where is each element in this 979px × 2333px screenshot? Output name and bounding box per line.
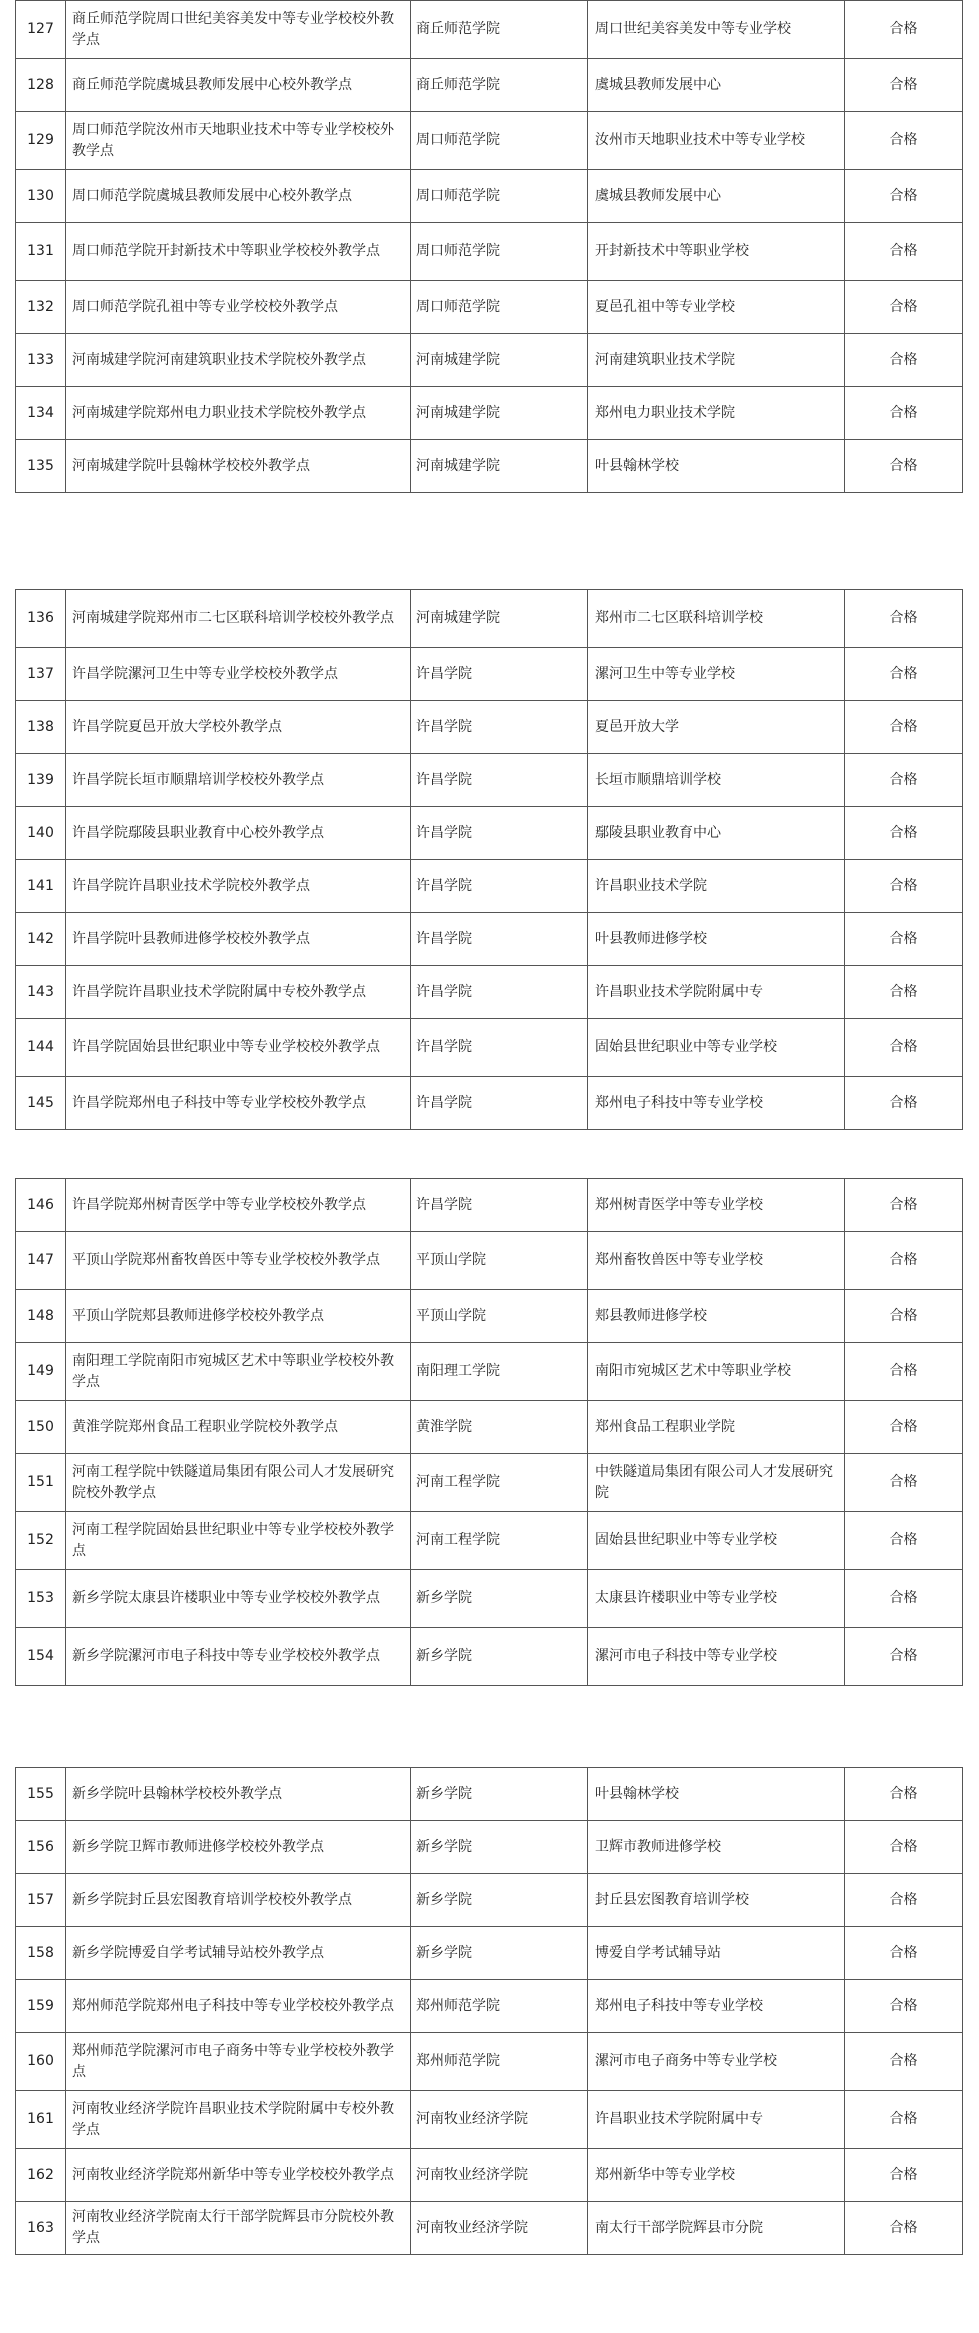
partner-institution: 封丘县宏图教育培训学校 [588,1874,845,1927]
partner-institution: 博爱自学考试辅导站 [588,1927,845,1980]
university-name: 河南城建学院 [411,334,588,387]
results-table-block-3 [15,1178,963,1686]
table-row [16,170,963,223]
partner-institution: 虞城县教师发展中心 [588,170,845,223]
result-status: 合格 [845,1,963,59]
partner-institution: 叶县教师进修学校 [588,913,845,966]
result-status: 合格 [845,2033,963,2091]
table-row [16,387,963,440]
partner-institution: 卫辉市教师进修学校 [588,1821,845,1874]
result-status: 合格 [845,334,963,387]
university-name: 商丘师范学院 [411,59,588,112]
teaching-point-name: 河南工程学院固始县世纪职业中等专业学校校外教学点 [66,1512,411,1570]
teaching-point-name: 许昌学院郑州树青医学中等专业学校校外教学点 [66,1179,411,1232]
row-number: 134 [16,387,66,440]
table-row [16,1077,963,1130]
partner-institution: 虞城县教师发展中心 [588,59,845,112]
row-number: 156 [16,1821,66,1874]
table-row [16,2091,963,2149]
university-name: 许昌学院 [411,1179,588,1232]
teaching-point-name: 许昌学院鄢陵县职业教育中心校外教学点 [66,807,411,860]
table-row [16,2202,963,2255]
result-status: 合格 [845,112,963,170]
table-row [16,754,963,807]
teaching-point-name: 河南牧业经济学院南太行干部学院辉县市分院校外教学点 [66,2202,411,2255]
partner-institution: 周口世纪美容美发中等专业学校 [588,1,845,59]
university-name: 许昌学院 [411,648,588,701]
teaching-point-name: 郑州师范学院郑州电子科技中等专业学校校外教学点 [66,1980,411,2033]
result-status: 合格 [845,1401,963,1454]
university-name: 南阳理工学院 [411,1343,588,1401]
result-status: 合格 [845,281,963,334]
row-number: 132 [16,281,66,334]
university-name: 新乡学院 [411,1628,588,1686]
table-row [16,1401,963,1454]
row-number: 153 [16,1570,66,1628]
teaching-point-name: 平顶山学院郑州畜牧兽医中等专业学校校外教学点 [66,1232,411,1290]
teaching-point-name: 商丘师范学院虞城县教师发展中心校外教学点 [66,59,411,112]
table-row [16,807,963,860]
row-number: 154 [16,1628,66,1686]
university-name: 商丘师范学院 [411,1,588,59]
table-row [16,648,963,701]
university-name: 河南牧业经济学院 [411,2202,588,2255]
partner-institution: 太康县许楼职业中等专业学校 [588,1570,845,1628]
university-name: 黄淮学院 [411,1401,588,1454]
table-row [16,1454,963,1512]
partner-institution: 郑州电子科技中等专业学校 [588,1077,845,1130]
results-table-block-4 [15,1767,963,2255]
teaching-point-name: 河南城建学院叶县翰林学校校外教学点 [66,440,411,493]
table-row [16,334,963,387]
teaching-point-name: 许昌学院长垣市顺鼎培训学校校外教学点 [66,754,411,807]
university-name: 周口师范学院 [411,170,588,223]
teaching-point-name: 周口师范学院虞城县教师发展中心校外教学点 [66,170,411,223]
university-name: 河南工程学院 [411,1454,588,1512]
row-number: 136 [16,590,66,648]
university-name: 许昌学院 [411,966,588,1019]
partner-institution: 漯河市电子商务中等专业学校 [588,2033,845,2091]
row-number: 152 [16,1512,66,1570]
partner-institution: 鄢陵县职业教育中心 [588,807,845,860]
partner-institution: 长垣市顺鼎培训学校 [588,754,845,807]
result-status: 合格 [845,1980,963,2033]
row-number: 159 [16,1980,66,2033]
result-status: 合格 [845,170,963,223]
teaching-point-name: 河南牧业经济学院许昌职业技术学院附属中专校外教学点 [66,2091,411,2149]
row-number: 129 [16,112,66,170]
partner-institution: 固始县世纪职业中等专业学校 [588,1512,845,1570]
partner-institution: 南阳市宛城区艺术中等职业学校 [588,1343,845,1401]
result-status: 合格 [845,648,963,701]
row-number: 148 [16,1290,66,1343]
row-number: 150 [16,1401,66,1454]
partner-institution: 郑州畜牧兽医中等专业学校 [588,1232,845,1290]
teaching-point-name: 新乡学院叶县翰林学校校外教学点 [66,1768,411,1821]
table-row [16,440,963,493]
partner-institution: 中铁隧道局集团有限公司人才发展研究院 [588,1454,845,1512]
teaching-point-name: 河南牧业经济学院郑州新华中等专业学校校外教学点 [66,2149,411,2202]
teaching-point-name: 新乡学院博爱自学考试辅导站校外教学点 [66,1927,411,1980]
result-status: 合格 [845,1512,963,1570]
row-number: 163 [16,2202,66,2255]
university-name: 新乡学院 [411,1570,588,1628]
row-number: 141 [16,860,66,913]
result-status: 合格 [845,1077,963,1130]
partner-institution: 叶县翰林学校 [588,440,845,493]
partner-institution: 南太行干部学院辉县市分院 [588,2202,845,2255]
row-number: 146 [16,1179,66,1232]
partner-institution: 郑州树青医学中等专业学校 [588,1179,845,1232]
result-status: 合格 [845,966,963,1019]
result-status: 合格 [845,1454,963,1512]
row-number: 135 [16,440,66,493]
table-row [16,223,963,281]
row-number: 149 [16,1343,66,1401]
university-name: 新乡学院 [411,1927,588,1980]
result-status: 合格 [845,754,963,807]
row-number: 143 [16,966,66,1019]
university-name: 新乡学院 [411,1821,588,1874]
row-number: 137 [16,648,66,701]
result-status: 合格 [845,387,963,440]
table-row [16,1,963,59]
table-row [16,1232,963,1290]
teaching-point-name: 周口师范学院汝州市天地职业技术中等专业学校校外教学点 [66,112,411,170]
partner-institution: 郑州市二七区联科培训学校 [588,590,845,648]
row-number: 160 [16,2033,66,2091]
university-name: 河南城建学院 [411,590,588,648]
table-row [16,1874,963,1927]
teaching-point-name: 许昌学院郑州电子科技中等专业学校校外教学点 [66,1077,411,1130]
university-name: 平顶山学院 [411,1290,588,1343]
teaching-point-name: 河南工程学院中铁隧道局集团有限公司人才发展研究院校外教学点 [66,1454,411,1512]
result-status: 合格 [845,913,963,966]
table-row [16,281,963,334]
row-number: 161 [16,2091,66,2149]
teaching-point-name: 郑州师范学院漯河市电子商务中等专业学校校外教学点 [66,2033,411,2091]
university-name: 河南城建学院 [411,440,588,493]
teaching-point-name: 许昌学院固始县世纪职业中等专业学校校外教学点 [66,1019,411,1077]
table-row [16,1768,963,1821]
result-status: 合格 [845,1927,963,1980]
partner-institution: 漯河市电子科技中等专业学校 [588,1628,845,1686]
row-number: 157 [16,1874,66,1927]
table-row [16,1290,963,1343]
university-name: 周口师范学院 [411,281,588,334]
teaching-point-name: 河南城建学院河南建筑职业技术学院校外教学点 [66,334,411,387]
teaching-point-name: 商丘师范学院周口世纪美容美发中等专业学校校外教学点 [66,1,411,59]
result-status: 合格 [845,1290,963,1343]
result-status: 合格 [845,1232,963,1290]
table-row [16,1512,963,1570]
result-status: 合格 [845,1019,963,1077]
table-row [16,1927,963,1980]
partner-institution: 河南建筑职业技术学院 [588,334,845,387]
partner-institution: 许昌职业技术学院附属中专 [588,966,845,1019]
partner-institution: 夏邑孔祖中等专业学校 [588,281,845,334]
table-row [16,1179,963,1232]
university-name: 新乡学院 [411,1768,588,1821]
university-name: 周口师范学院 [411,112,588,170]
result-status: 合格 [845,1821,963,1874]
table-row [16,1821,963,1874]
table-row [16,590,963,648]
teaching-point-name: 平顶山学院郏县教师进修学校校外教学点 [66,1290,411,1343]
teaching-point-name: 许昌学院叶县教师进修学校校外教学点 [66,913,411,966]
result-status: 合格 [845,59,963,112]
row-number: 127 [16,1,66,59]
result-status: 合格 [845,1874,963,1927]
table-row [16,1570,963,1628]
table-row [16,1628,963,1686]
row-number: 145 [16,1077,66,1130]
university-name: 许昌学院 [411,913,588,966]
teaching-point-name: 新乡学院卫辉市教师进修学校校外教学点 [66,1821,411,1874]
row-number: 131 [16,223,66,281]
teaching-point-name: 周口师范学院孔祖中等专业学校校外教学点 [66,281,411,334]
university-name: 许昌学院 [411,860,588,913]
result-status: 合格 [845,223,963,281]
row-number: 128 [16,59,66,112]
row-number: 162 [16,2149,66,2202]
university-name: 河南城建学院 [411,387,588,440]
table-row [16,913,963,966]
result-status: 合格 [845,860,963,913]
result-status: 合格 [845,440,963,493]
table-row [16,1019,963,1077]
table-row [16,112,963,170]
row-number: 133 [16,334,66,387]
row-number: 144 [16,1019,66,1077]
result-status: 合格 [845,590,963,648]
partner-institution: 许昌职业技术学院 [588,860,845,913]
result-status: 合格 [845,701,963,754]
partner-institution: 汝州市天地职业技术中等专业学校 [588,112,845,170]
teaching-point-name: 周口师范学院开封新技术中等职业学校校外教学点 [66,223,411,281]
result-status: 合格 [845,2091,963,2149]
table-row [16,1343,963,1401]
teaching-point-name: 河南城建学院郑州电力职业技术学院校外教学点 [66,387,411,440]
row-number: 139 [16,754,66,807]
university-name: 河南牧业经济学院 [411,2149,588,2202]
row-number: 138 [16,701,66,754]
university-name: 许昌学院 [411,807,588,860]
row-number: 130 [16,170,66,223]
table-row [16,2149,963,2202]
table-row [16,860,963,913]
teaching-point-name: 黄淮学院郑州食品工程职业学院校外教学点 [66,1401,411,1454]
result-status: 合格 [845,1179,963,1232]
teaching-point-name: 许昌学院许昌职业技术学院附属中专校外教学点 [66,966,411,1019]
row-number: 158 [16,1927,66,1980]
result-status: 合格 [845,1570,963,1628]
partner-institution: 固始县世纪职业中等专业学校 [588,1019,845,1077]
partner-institution: 夏邑开放大学 [588,701,845,754]
university-name: 河南牧业经济学院 [411,2091,588,2149]
table-row [16,2033,963,2091]
partner-institution: 郑州电力职业技术学院 [588,387,845,440]
teaching-point-name: 南阳理工学院南阳市宛城区艺术中等职业学校校外教学点 [66,1343,411,1401]
results-table-block-2 [15,589,963,1130]
university-name: 许昌学院 [411,1077,588,1130]
result-status: 合格 [845,807,963,860]
partner-institution: 郑州新华中等专业学校 [588,2149,845,2202]
result-status: 合格 [845,2202,963,2255]
university-name: 许昌学院 [411,1019,588,1077]
row-number: 155 [16,1768,66,1821]
partner-institution: 漯河卫生中等专业学校 [588,648,845,701]
university-name: 河南工程学院 [411,1512,588,1570]
partner-institution: 叶县翰林学校 [588,1768,845,1821]
teaching-point-name: 河南城建学院郑州市二七区联科培训学校校外教学点 [66,590,411,648]
teaching-point-name: 新乡学院太康县许楼职业中等专业学校校外教学点 [66,1570,411,1628]
teaching-point-name: 新乡学院封丘县宏图教育培训学校校外教学点 [66,1874,411,1927]
university-name: 平顶山学院 [411,1232,588,1290]
result-status: 合格 [845,1768,963,1821]
partner-institution: 许昌职业技术学院附属中专 [588,2091,845,2149]
partner-institution: 郏县教师进修学校 [588,1290,845,1343]
teaching-point-name: 许昌学院漯河卫生中等专业学校校外教学点 [66,648,411,701]
teaching-point-name: 许昌学院夏邑开放大学校外教学点 [66,701,411,754]
university-name: 周口师范学院 [411,223,588,281]
table-row [16,701,963,754]
university-name: 新乡学院 [411,1874,588,1927]
university-name: 郑州师范学院 [411,2033,588,2091]
row-number: 151 [16,1454,66,1512]
university-name: 郑州师范学院 [411,1980,588,2033]
table-row [16,59,963,112]
row-number: 147 [16,1232,66,1290]
university-name: 许昌学院 [411,701,588,754]
partner-institution: 郑州电子科技中等专业学校 [588,1980,845,2033]
table-row [16,966,963,1019]
teaching-point-name: 许昌学院许昌职业技术学院校外教学点 [66,860,411,913]
row-number: 142 [16,913,66,966]
partner-institution: 郑州食品工程职业学院 [588,1401,845,1454]
table-row [16,1980,963,2033]
result-status: 合格 [845,1628,963,1686]
results-table-block-1 [15,0,963,493]
result-status: 合格 [845,1343,963,1401]
partner-institution: 开封新技术中等职业学校 [588,223,845,281]
teaching-point-name: 新乡学院漯河市电子科技中等专业学校校外教学点 [66,1628,411,1686]
university-name: 许昌学院 [411,754,588,807]
row-number: 140 [16,807,66,860]
result-status: 合格 [845,2149,963,2202]
